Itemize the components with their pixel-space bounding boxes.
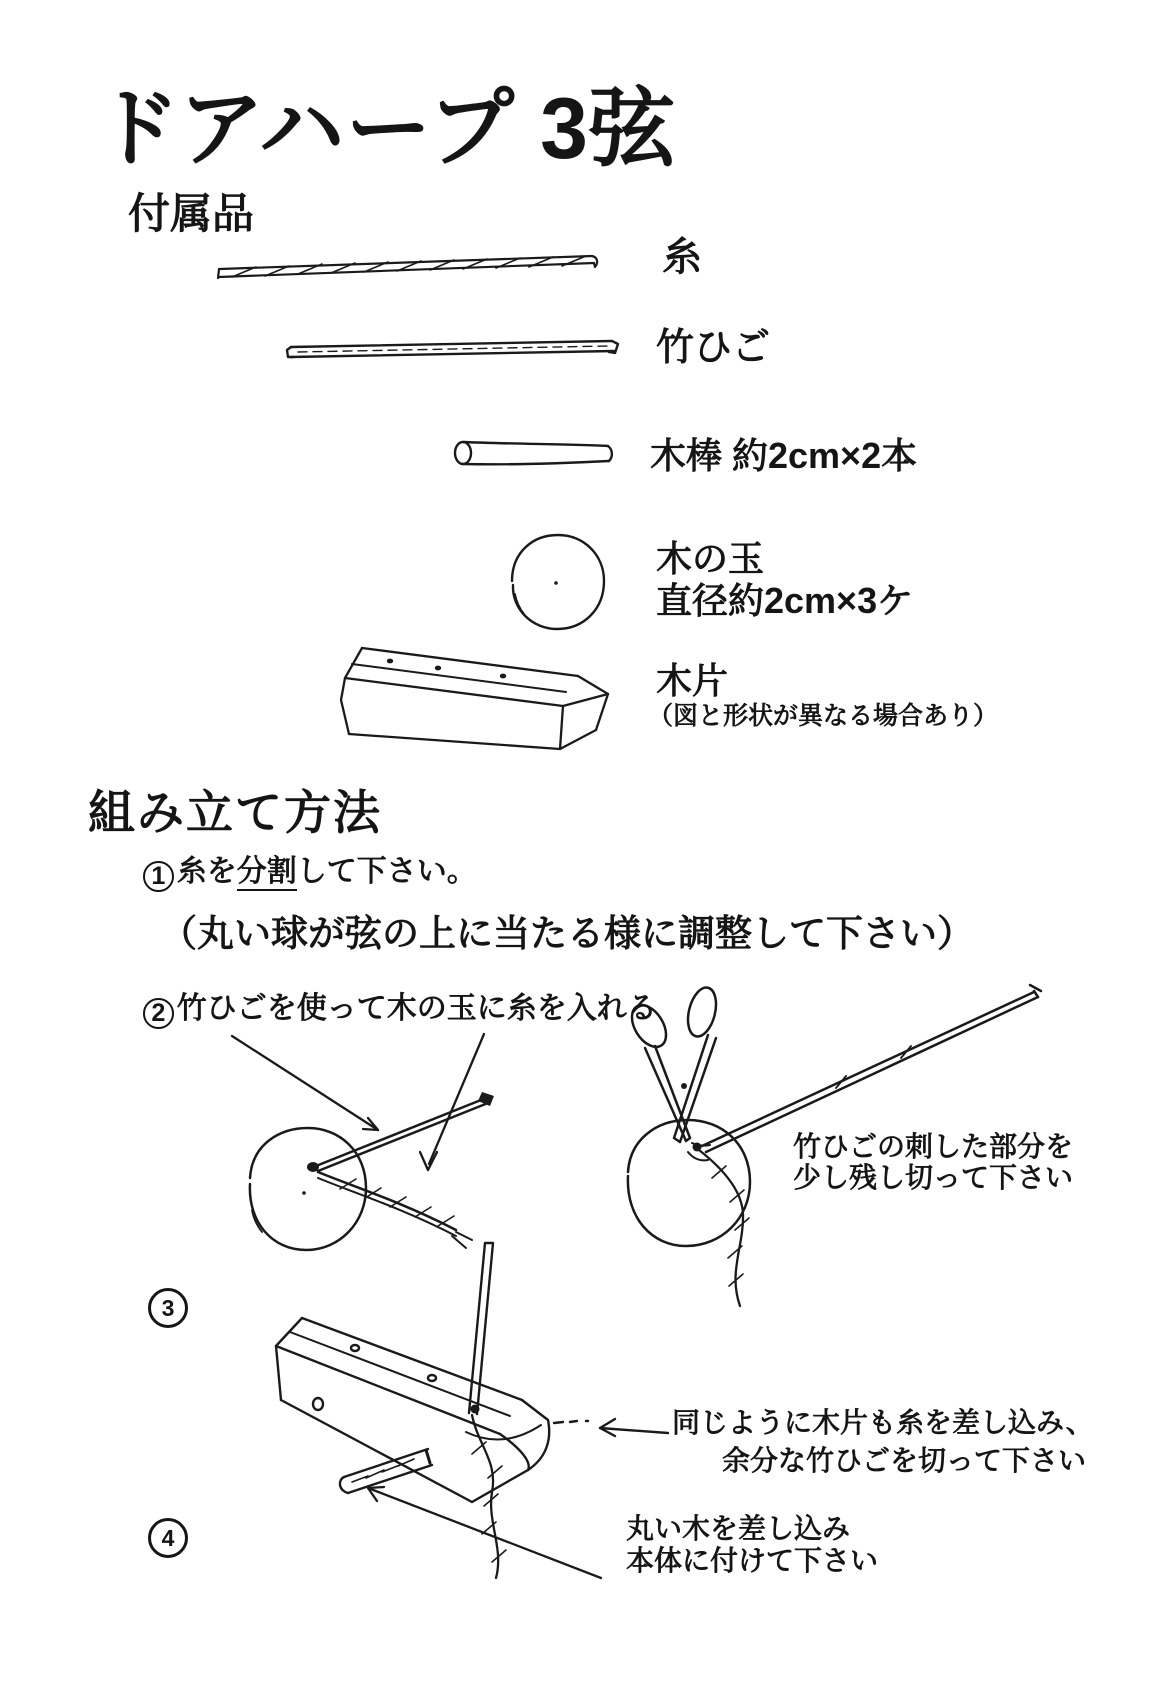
step3-pointer-arrow [554, 1419, 668, 1436]
wood-block-drawing [341, 648, 608, 749]
step4-annotation-line1: 丸い木を差し込み [626, 1513, 851, 1544]
part-label-rod: 木棒 約2cm×2本 [650, 435, 918, 476]
step3-number-badge: 3 [148, 1288, 188, 1328]
part-sub-block: （図と形状が異なる場合あり） [648, 702, 999, 730]
bamboo-stick-drawing [287, 341, 618, 357]
step4-annotation-line2: 本体に付けて下さい [626, 1545, 879, 1576]
step1-number-badge: 1 [143, 861, 174, 892]
parts-heading: 付属品 [128, 190, 255, 237]
part-label-block: 木片 [656, 660, 729, 701]
wood-rod-drawing [455, 442, 612, 464]
step1-text-underlined: 分割 [237, 855, 297, 891]
step4-number-badge: 4 [148, 1518, 188, 1558]
step3-block-drawing [276, 1243, 549, 1578]
thread-drawing [218, 256, 597, 278]
step1-note: （丸い球が弦の上に当たる様に調整して下さい） [160, 913, 974, 954]
assembly-heading: 組み立て方法 [88, 786, 382, 839]
step2-annotation-line1: 竹ひごの刺した部分を [793, 1131, 1074, 1162]
step2-number-badge: 2 [143, 998, 174, 1029]
step3-annotation-line1: 同じように木片も糸を差し込み、 [672, 1407, 1094, 1438]
step1-text-post: して下さい。 [296, 855, 477, 888]
part-label-thread: 糸 [662, 235, 702, 279]
step2-ball-and-stick-drawing [250, 1092, 494, 1250]
step2-line [143, 993, 657, 1029]
part-label-bamboo: 竹ひご [656, 327, 771, 369]
step1-text-pre: 糸を [176, 855, 237, 888]
step2-text: 竹ひごを使って木の玉に糸を入れる [176, 992, 657, 1025]
step3-annotation-line2: 余分な竹ひごを切って下さい [722, 1445, 1087, 1476]
part-sub-ball: 直径約2cm×3ケ [656, 580, 914, 621]
step4-pointer-arrow [368, 1487, 601, 1578]
part-label-ball: 木の玉 [656, 538, 765, 579]
wood-ball-drawing [512, 535, 604, 629]
doc-title: ドアハープ 3弦 [94, 81, 676, 177]
step1-line [143, 856, 477, 892]
step2-pointer-arrows [232, 1034, 484, 1170]
step2-annotation-line2: 少し残し切って下さい [793, 1162, 1074, 1193]
